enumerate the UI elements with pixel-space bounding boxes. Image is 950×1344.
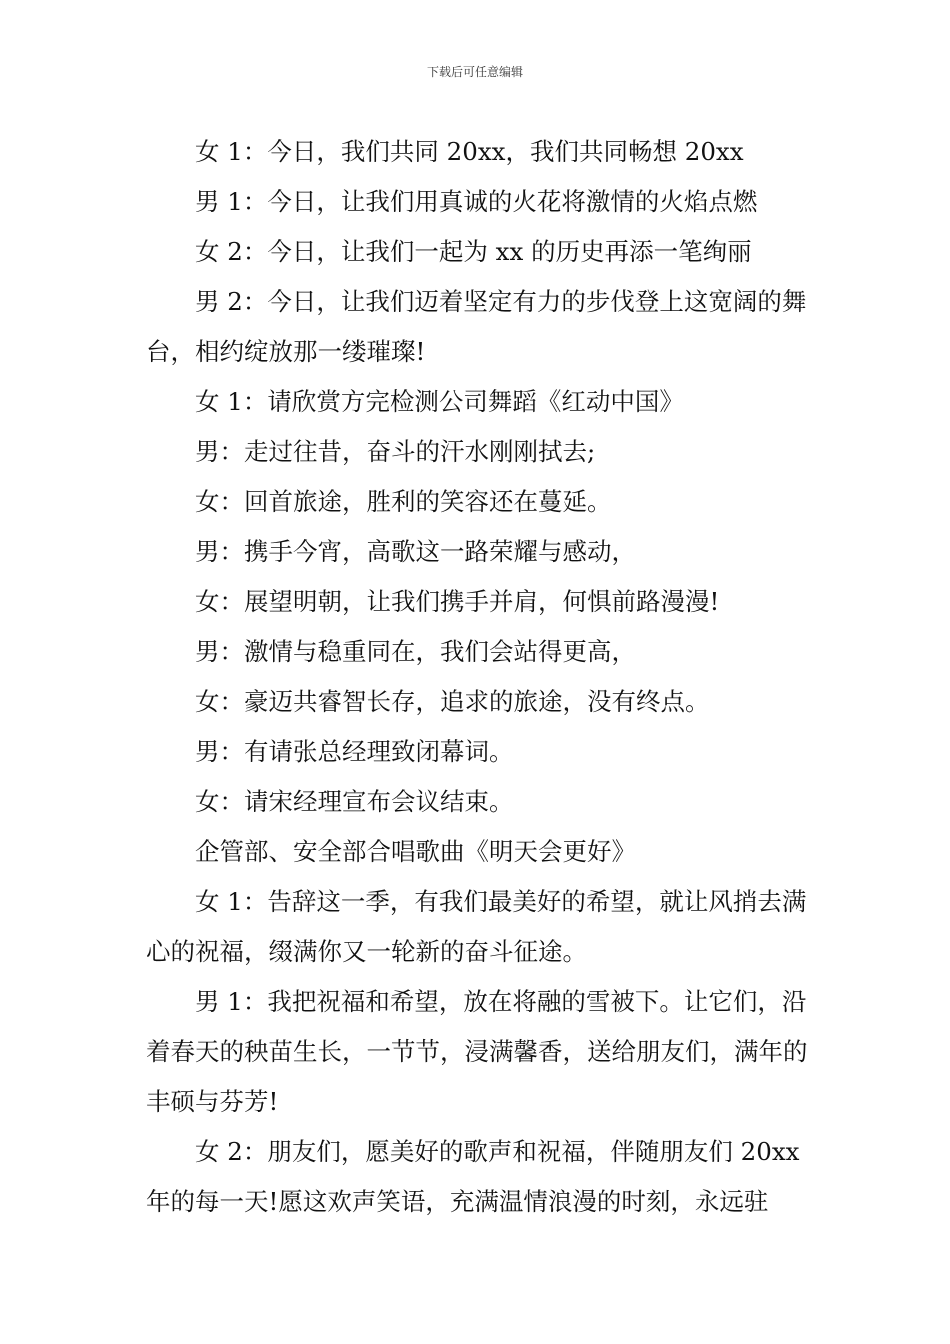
- paragraph: 男 1：今日，让我们用真诚的火花将激情的火焰点燃: [195, 187, 758, 216]
- paragraph: 男：走过往昔，奋斗的汗水刚刚拭去;: [195, 437, 596, 466]
- paragraph: 女：请宋经理宣布会议结束。: [195, 787, 514, 816]
- document-body: [146, 127, 810, 1227]
- paragraph: 女：回首旅途，胜利的笑容还在蔓延。: [195, 487, 612, 516]
- paragraph: 男：激情与稳重同在，我们会站得更高，: [195, 637, 636, 666]
- paragraph: 女 1：告辞这一季，有我们最美好的希望，就让风捎去满心的祝福，缀满你又一轮新的奋斗征途。: [146, 887, 807, 966]
- paragraph: 女 2：朋友们，愿美好的歌声和祝福，伴随朋友们 20xx 年的每一天!愿这欢声笑语，充满温情浪漫的时刻，永远驻: [146, 1137, 800, 1216]
- paragraph: 女：豪迈共睿智长存，追求的旅途，没有终点。: [195, 687, 710, 716]
- paragraph: 男 1：我把祝福和希望，放在将融的雪被下。让它们，沿着春天的秧苗生长，一节节，浸满馨香，送给朋友们，满年的丰硕与芬芳!: [146, 987, 808, 1116]
- paragraph: 男 2：今日，让我们迈着坚定有力的步伐登上这宽阔的舞台，相约绽放那一缕璀璨!: [146, 287, 807, 366]
- paragraph: 女 1：今日，我们共同 20xx，我们共同畅想 20xx: [195, 137, 744, 166]
- paragraph: 男：携手今宵，高歌这一路荣耀与感动，: [195, 537, 636, 566]
- paragraph: 企管部、安全部合唱歌曲《明天会更好》: [195, 837, 636, 866]
- paragraph: 女：展望明朝，让我们携手并肩，何惧前路漫漫!: [195, 587, 720, 616]
- paragraph: 女 2：今日，让我们一起为 xx 的历史再添一笔绚丽: [195, 237, 752, 266]
- paragraph: 男：有请张总经理致闭幕词。: [195, 737, 514, 766]
- paragraph: 女 1：请欣赏方完检测公司舞蹈《红动中国》: [195, 387, 684, 416]
- page-header-note: 下载后可任意编辑: [426, 65, 523, 79]
